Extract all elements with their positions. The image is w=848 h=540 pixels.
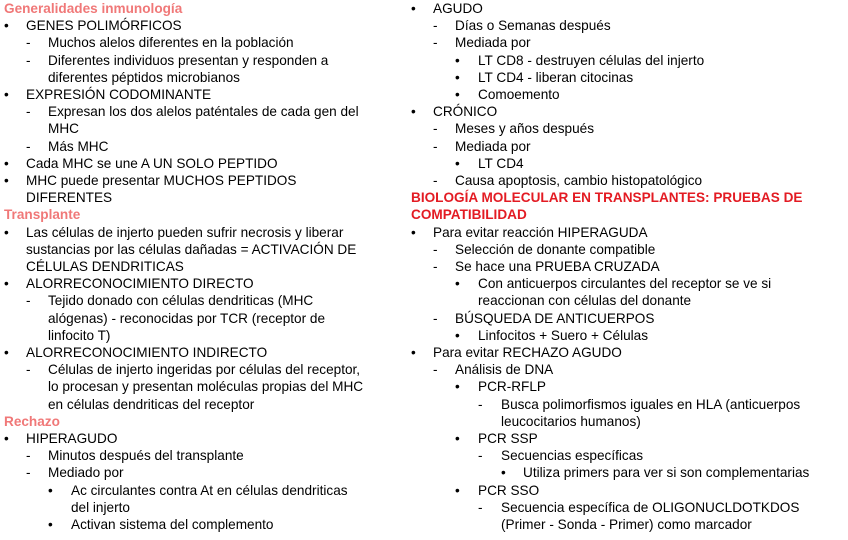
outline-item (4, 34, 400, 51)
dash-marker: - (478, 499, 483, 515)
outline-item (411, 86, 845, 103)
bullet-icon: • (4, 224, 9, 240)
outline-item (4, 17, 400, 34)
item-text: en células dendriticas del receptor (48, 396, 255, 412)
outline-item (4, 361, 400, 378)
bullet-icon: • (4, 173, 9, 189)
dash-marker: - (433, 138, 438, 154)
outline-item (411, 292, 845, 309)
dash-marker: - (478, 448, 483, 464)
dash-marker: - (433, 173, 438, 189)
item-text: Análisis de DNA (455, 362, 554, 378)
outline-item (411, 310, 845, 327)
item-text: Activan sistema del complemento (71, 517, 274, 533)
item-text: Selección de donante compatible (455, 241, 656, 257)
item-text: Minutos después del transplante (48, 448, 244, 464)
outline-item (4, 327, 400, 344)
bullet-icon: • (411, 224, 416, 240)
outline-item (4, 155, 400, 172)
bullet-icon: • (4, 276, 9, 292)
outline-item (411, 69, 845, 86)
item-text: Comoemento (478, 87, 560, 103)
bullet-icon: • (455, 482, 460, 498)
outline-item (4, 310, 400, 327)
dash-marker: - (26, 52, 31, 68)
outline-item (411, 396, 845, 413)
outline-item (4, 241, 400, 258)
outline-item (4, 430, 400, 447)
bullet-icon: • (501, 465, 506, 481)
outline-item (411, 361, 845, 378)
bullet-icon: • (455, 87, 460, 103)
item-text: DIFERENTES (26, 190, 113, 206)
item-text: reaccionan con células del donante (478, 293, 692, 309)
dash-marker: - (433, 18, 438, 34)
dash-marker: - (26, 465, 31, 481)
item-text: Cada MHC se une A UN SOLO PEPTIDO (26, 155, 278, 171)
item-text: Mediado por (48, 465, 124, 481)
bullet-icon: • (455, 52, 460, 68)
item-text: EXPRESIÓN CODOMINANTE (26, 87, 212, 103)
item-text: Con anticuerpos circulantes del receptor se ve si (478, 276, 772, 292)
bullet-icon: • (4, 431, 9, 447)
outline-item (411, 224, 845, 241)
outline-item (411, 482, 845, 499)
item-text: Para evitar reacción HIPERAGUDA (433, 224, 648, 240)
outline-item (411, 275, 845, 292)
outline-item (4, 464, 400, 481)
dash-marker: - (433, 310, 438, 326)
dash-marker: - (26, 138, 31, 154)
item-text: lo procesan y presentan moléculas propias del MHC (48, 379, 364, 395)
item-text: Más MHC (48, 138, 109, 154)
item-text: Meses y años después (455, 121, 595, 137)
outline-item (411, 0, 845, 17)
right-column (411, 0, 845, 533)
item-text: Mediada por (455, 138, 531, 154)
outline-item (4, 103, 400, 120)
outline-item (4, 52, 400, 69)
outline-item (411, 138, 845, 155)
outline-item (411, 344, 845, 361)
outline-item (411, 17, 845, 34)
outline-item (411, 172, 845, 189)
outline-item (4, 447, 400, 464)
bullet-icon: • (455, 276, 460, 292)
outline-item (4, 258, 400, 275)
dash-marker: - (433, 241, 438, 257)
outline-item (411, 34, 845, 51)
item-text: CÉLULAS DENDRITICAS (26, 259, 184, 275)
bullet-icon: • (411, 104, 416, 120)
outline-item (411, 103, 845, 120)
dash-marker: - (478, 396, 483, 412)
outline-item (411, 258, 845, 275)
outline-item (4, 482, 400, 499)
outline-item (4, 120, 400, 137)
bullet-icon: • (4, 155, 9, 171)
bullet-icon: • (4, 18, 9, 34)
outline-item (4, 189, 400, 206)
bullet-icon: • (48, 482, 53, 498)
left-column (4, 0, 400, 533)
outline-item (411, 52, 845, 69)
item-text: PCR SSP (478, 431, 538, 447)
outline-item (411, 241, 845, 258)
item-text: (Primer - Sonda - Primer) como marcador (501, 517, 752, 533)
section-heading: Generalidades inmunología (4, 1, 183, 16)
outline-item (4, 499, 400, 516)
outline-item (4, 172, 400, 189)
item-text: Busca polimorfismos iguales en HLA (anticuerpos (501, 396, 801, 412)
item-text: leucocitarios humanos) (501, 413, 641, 429)
dash-marker: - (433, 362, 438, 378)
outline-item (411, 413, 845, 430)
bullet-icon: • (4, 87, 9, 103)
bullet-icon: • (48, 517, 53, 533)
section-heading: BIOLOGÍA MOLECULAR EN TRANSPLANTES: PRUEBAS DE (411, 190, 803, 206)
bullet-icon: • (411, 1, 416, 16)
outline-item (411, 120, 845, 137)
outline-item (411, 516, 845, 533)
outline-item (411, 378, 845, 395)
outline-item (4, 275, 400, 292)
bullet-icon: • (455, 69, 460, 85)
outline-item (4, 344, 400, 361)
item-text: Secuencia específica de OLIGONUCLDOTKDOS (501, 499, 800, 515)
item-text: del injerto (71, 499, 130, 515)
item-text: LT CD4 (478, 155, 524, 171)
outline-item (4, 224, 400, 241)
item-text: Diferentes individuos presentan y responden a (48, 52, 329, 68)
item-text: PCR SSO (478, 482, 540, 498)
dash-marker: - (26, 362, 31, 378)
item-text: Mediada por (455, 35, 531, 51)
dash-marker: - (26, 293, 31, 309)
item-text: linfocito T) (48, 327, 111, 343)
item-text: Muchos alelos diferentes en la población (48, 35, 294, 51)
item-text: LT CD4 - liberan citocinas (478, 69, 634, 85)
section-heading: COMPATIBILIDAD (411, 207, 527, 223)
item-text: diferentes péptidos microbianos (48, 69, 240, 85)
bullet-icon: • (455, 327, 460, 343)
item-text: Ac circulantes contra At en células dendriticas (71, 482, 348, 498)
item-text: ALORRECONOCIMIENTO INDIRECTO (26, 345, 268, 361)
outline-item (4, 86, 400, 103)
item-text: Utiliza primers para ver si son complementarias (523, 465, 810, 481)
outline-item (4, 138, 400, 155)
dash-marker: - (26, 104, 31, 120)
item-text: MHC (48, 121, 79, 137)
section-heading: Transplante (4, 207, 81, 223)
item-text: Se hace una PRUEBA CRUZADA (455, 259, 660, 275)
item-text: Secuencias específicas (501, 448, 644, 464)
item-text: CRÓNICO (433, 104, 498, 120)
dash-marker: - (433, 35, 438, 51)
item-text: ALORRECONOCIMIENTO DIRECTO (26, 276, 254, 292)
item-text: Expresan los dos alelos paténtales de cada gen del (48, 104, 359, 120)
item-text: MHC puede presentar MUCHOS PEPTIDOS (26, 173, 297, 189)
outline-item (411, 327, 845, 344)
item-text: Días o Semanas después (455, 18, 611, 34)
item-text: BÚSQUEDA DE ANTICUERPOS (455, 310, 655, 326)
item-text: Tejido donado con células dendriticas (MHC (48, 293, 314, 309)
item-text: LT CD8 - destruyen células del injerto (478, 52, 705, 68)
outline-item (4, 292, 400, 309)
bullet-icon: • (455, 431, 460, 447)
outline-item (411, 430, 845, 447)
outline-item (4, 396, 400, 413)
bullet-icon: • (4, 345, 9, 361)
outline-item (411, 499, 845, 516)
bullet-icon: • (455, 155, 460, 171)
item-text: GENES POLIMÓRFICOS (26, 18, 182, 34)
item-text: AGUDO (433, 1, 483, 16)
outline-item (411, 464, 845, 481)
dash-marker: - (26, 35, 31, 51)
item-text: HIPERAGUDO (26, 431, 118, 447)
dash-marker: - (433, 259, 438, 275)
item-text: Linfocitos + Suero + Células (478, 327, 649, 343)
item-text: alógenas) - reconocidas por TCR (receptor de (48, 310, 326, 326)
item-text: PCR-RFLP (478, 379, 546, 395)
outline-item (4, 378, 400, 395)
outline-item (411, 447, 845, 464)
bullet-icon: • (455, 379, 460, 395)
item-text: Células de injerto ingeridas por células del receptor, (48, 362, 361, 378)
item-text: sustancias por las células dañadas = ACTIVACIÓN DE (26, 241, 357, 257)
outline-item (4, 516, 400, 533)
section-heading: Rechazo (4, 413, 60, 429)
item-text: Para evitar RECHAZO AGUDO (433, 345, 622, 361)
bullet-icon: • (411, 345, 416, 361)
dash-marker: - (26, 448, 31, 464)
outline-item (411, 155, 845, 172)
item-text: Causa apoptosis, cambio histopatológico (455, 173, 703, 189)
item-text: Las células de injerto pueden sufrir necrosis y liberar (26, 224, 344, 240)
outline-item (4, 69, 400, 86)
dash-marker: - (433, 121, 438, 137)
